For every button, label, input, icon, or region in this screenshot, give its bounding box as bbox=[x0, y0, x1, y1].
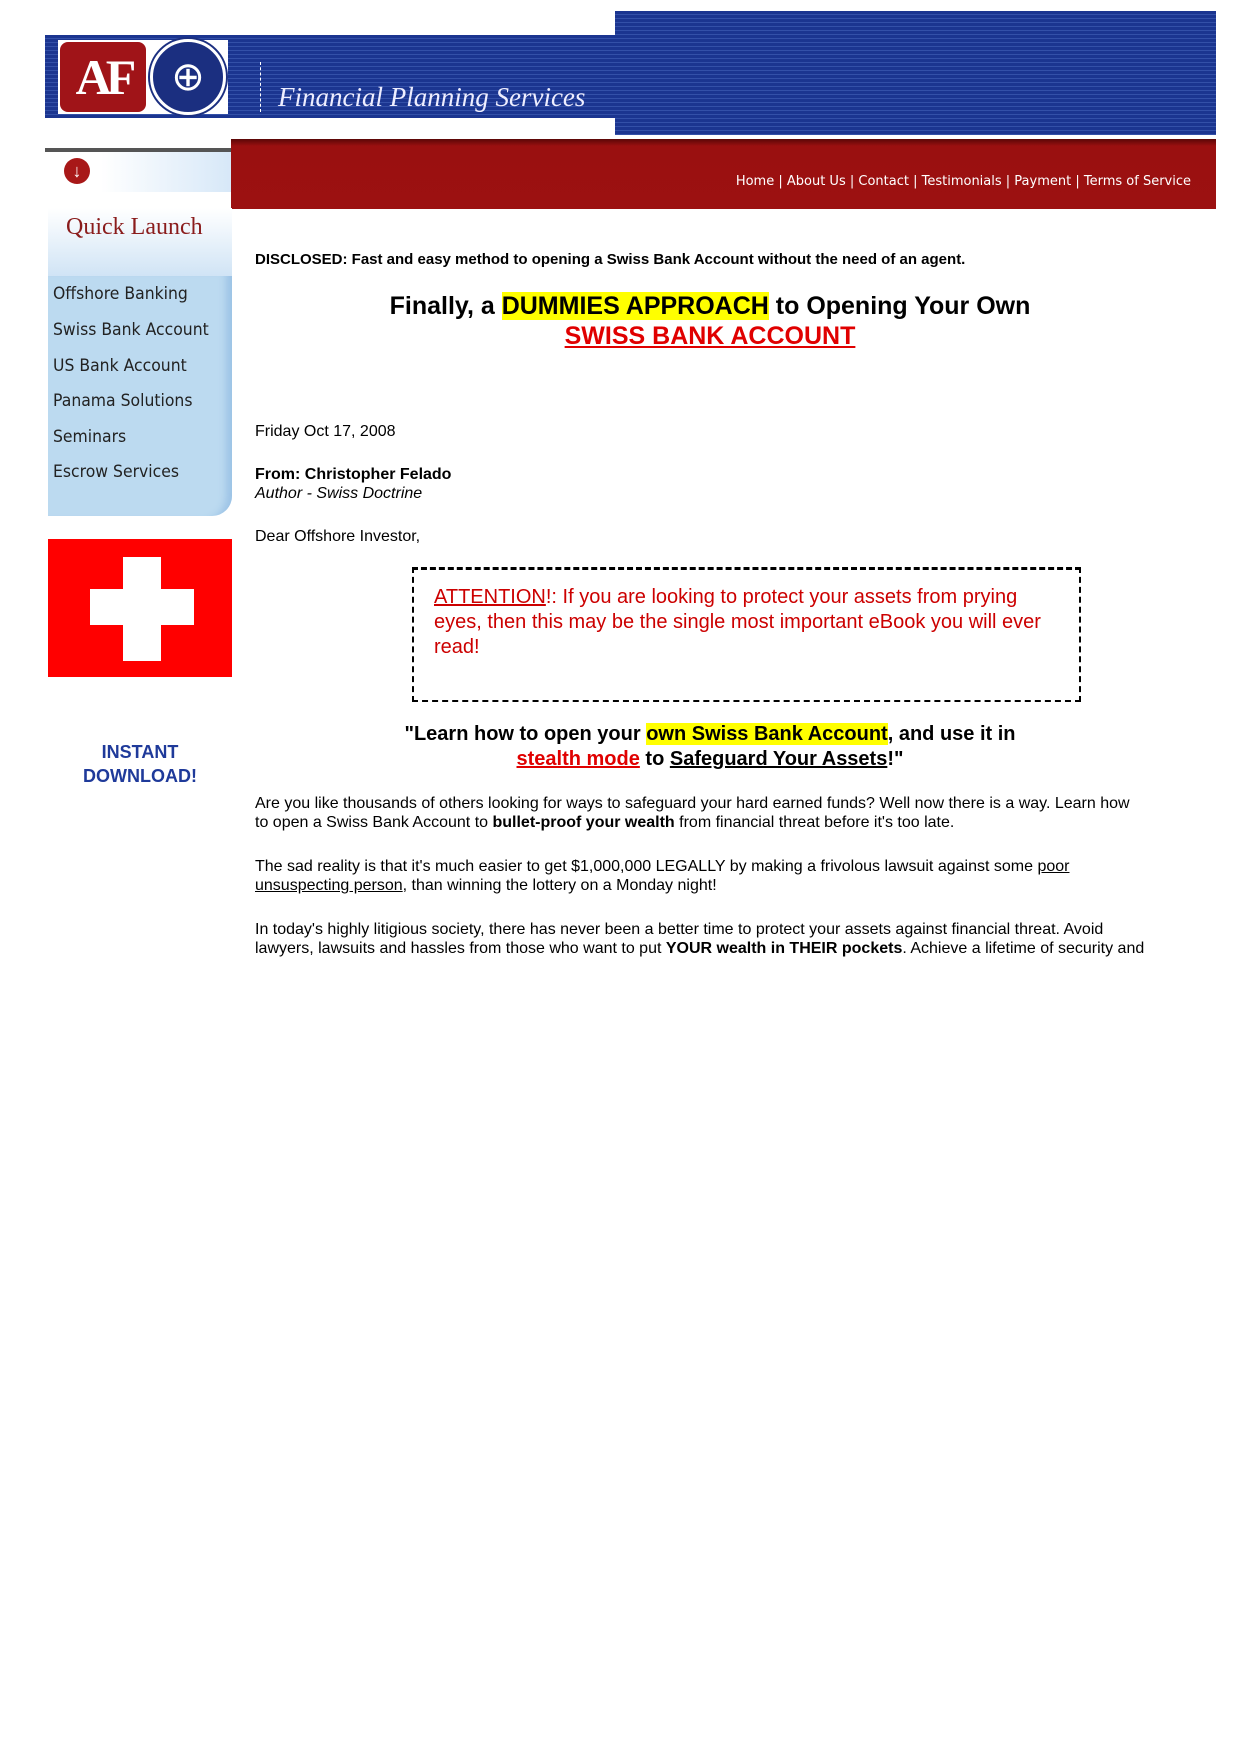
date: Friday Oct 17, 2008 bbox=[255, 423, 396, 440]
p1-text: Are you like thousands of others looking for ways to safeguard your hard earned funds? Well now there is a way. Learn how to open a Swiss Bank Account to bbox=[255, 795, 1130, 831]
nav-contact[interactable]: Contact bbox=[858, 174, 909, 189]
paragraph-2 bbox=[255, 857, 1145, 895]
nav-testimonials[interactable]: Testimonials bbox=[921, 174, 1002, 189]
p1-bold: bullet-proof your wealth bbox=[492, 814, 675, 831]
quote-part: , and use it in bbox=[887, 723, 1016, 745]
disclosed-text: DISCLOSED: Fast and easy method to opening a Swiss Bank Account without the need of an agent. bbox=[255, 251, 966, 268]
sidebar-item-us-bank-account[interactable]: US Bank Account bbox=[53, 356, 187, 376]
swiss-flag-image bbox=[48, 539, 232, 677]
p3-text: In today's highly litigious society, there has never been a better time to protect your assets against financial threat. Avoid lawyers, lawsuits and hassles from those who want to put bbox=[255, 921, 1104, 957]
sidebar-menu bbox=[48, 276, 232, 516]
p3-text: . Achieve a lifetime of security and bbox=[902, 940, 1145, 957]
attention-link[interactable]: ATTENTION bbox=[434, 586, 546, 608]
quote-part: to bbox=[639, 748, 670, 770]
header-banner-right bbox=[615, 11, 1216, 135]
headline-part: to Opening Your Own bbox=[768, 292, 1031, 320]
headline-swiss-bank-account: SWISS BANK ACCOUNT bbox=[564, 322, 856, 350]
p1-text: from financial threat before it's too late. bbox=[674, 814, 955, 831]
nav-home[interactable]: Home bbox=[735, 174, 775, 189]
download-line2: DOWNLOAD! bbox=[83, 766, 197, 786]
from-line: From: Christopher Felado bbox=[255, 466, 452, 483]
quote-part: "Learn how to open your bbox=[404, 723, 647, 745]
download-line1: INSTANT bbox=[101, 742, 179, 762]
headline-highlight: DUMMIES APPROACH bbox=[501, 292, 769, 320]
sidebar-item-panama-solutions[interactable]: Panama Solutions bbox=[53, 391, 193, 411]
logo-af-mark: AF bbox=[60, 42, 146, 112]
arrow-down-icon: ↓ bbox=[64, 158, 90, 184]
nav-terms[interactable]: Terms of Service bbox=[1083, 174, 1191, 189]
p2-text: The sad reality is that it's much easier to get $1,000,000 LEGALLY by making a frivolous lawsuit against some bbox=[255, 858, 1038, 875]
nav-about[interactable]: About Us bbox=[786, 174, 846, 189]
sidebar-item-swiss-bank-account[interactable]: Swiss Bank Account bbox=[53, 320, 209, 340]
logo[interactable] bbox=[58, 40, 228, 114]
quote-stealth-mode: stealth mode bbox=[516, 748, 640, 770]
paragraph-1 bbox=[255, 794, 1145, 832]
attention-box bbox=[412, 567, 1081, 702]
instant-download-link[interactable] bbox=[48, 740, 232, 788]
paragraph-3 bbox=[255, 920, 1145, 958]
headline-part: Finally, a bbox=[389, 292, 502, 320]
main-content bbox=[255, 250, 1145, 958]
quote-safeguard: Safeguard Your Assets bbox=[669, 748, 888, 770]
quote-part: !" bbox=[887, 748, 904, 770]
quote-headline bbox=[255, 722, 1145, 772]
top-nav: Home | About Us | Contact | Testimonials | Payment | Terms of Service bbox=[735, 174, 1191, 189]
sidebar-item-seminars[interactable]: Seminars bbox=[53, 427, 127, 447]
sidebar-item-offshore-banking[interactable]: Offshore Banking bbox=[53, 284, 188, 304]
author-line: Author - Swiss Doctrine bbox=[255, 485, 423, 502]
p2-link[interactable]: poor unsuspecting person bbox=[255, 858, 1070, 894]
site-tagline: Financial Planning Services bbox=[278, 82, 586, 112]
greeting: Dear Offshore Investor, bbox=[255, 528, 421, 545]
quick-launch-title: Quick Launch bbox=[66, 214, 203, 240]
sidebar-item-escrow-services[interactable]: Escrow Services bbox=[53, 462, 180, 482]
nav-payment[interactable]: Payment bbox=[1014, 174, 1072, 189]
globe-icon: ⊕ bbox=[150, 39, 226, 115]
p2-text: , than winning the lottery on a Monday night! bbox=[402, 877, 717, 894]
header-divider bbox=[260, 62, 261, 112]
headline bbox=[255, 291, 1145, 351]
attention-text: !: If you are looking to protect your assets from prying eyes, then this may be the single most important eBook you will ever read! bbox=[434, 586, 1041, 658]
top-nav-bar bbox=[231, 139, 1216, 209]
p3-bold: YOUR wealth in THEIR pockets bbox=[665, 940, 903, 957]
quote-highlight: own Swiss Bank Account bbox=[646, 723, 888, 745]
quick-launch-header bbox=[48, 208, 232, 278]
